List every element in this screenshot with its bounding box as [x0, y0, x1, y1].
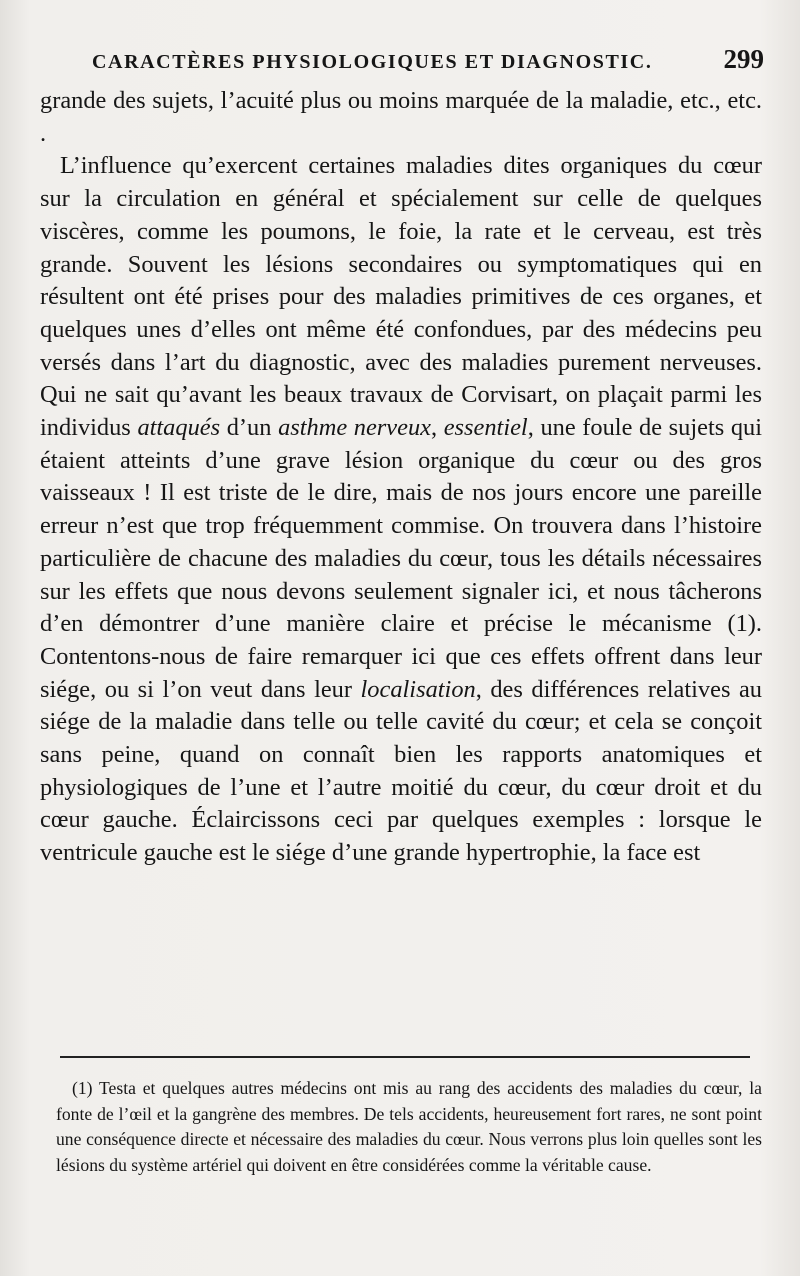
- paragraph-1: grande des sujets, l’acuité plus ou moins marquée de la maladie, etc., etc. .: [40, 87, 762, 147]
- paragraph-2: [40, 150, 762, 869]
- paragraph-2-text-3: ,: [430, 414, 444, 442]
- paragraph-2-italic-1: attaqués: [137, 414, 221, 442]
- paragraph-2-italic-2: asthme nerveux: [278, 414, 431, 442]
- running-title: CARACTÈRES PHYSIOLOGIQUES ET DIAGNOSTIC.: [92, 51, 653, 73]
- paragraph-2-text-4: , une foule de sujets qui étaient atteints d’une grave lésion organique du cœur ou des gros vaisseaux ! Il est triste de le dire, mais de nos jours encore une pareille erreur n’est que trop fréquemment commise. On trouvera dans l’histoire particulière de chacune des maladies du cœur, tous les détails nécessaires sur les effets que nous devons seulement signaler ici, et nous tâcherons d’en démontrer d’une manière claire et précise le mécanisme (1). Contentons-nous de faire remarquer ici que ces effets offrent dans leur siége, ou si l’on veut dans leur: [40, 414, 763, 703]
- paragraph-2-text-2: d’un: [220, 414, 279, 442]
- footnote: [56, 1076, 762, 1178]
- footnote-divider: [60, 1056, 750, 1058]
- paragraph-2-italic-4: localisation: [360, 675, 476, 703]
- paragraph-2-text-5: , des différences relatives au siége de la maladie dans telle ou telle cavité du cœur; et cela se conçoit sans peine, quand on connaît bien les rapports anatomiques et physiologiques de l’une et l’autre moitié du cœur, du cœur droit et du cœur gauche. Éclaircissons ceci par quelques exemples : lorsque le ventricule gauche est le siége d’une grande hypertrophie, la face est: [40, 675, 762, 867]
- body-text: [40, 85, 762, 870]
- footnote-text: (1) Testa et quelques autres médecins ont mis au rang des accidents des maladies du cœur, la fonte de l’œil et la gangrène des membres. De tels accidents, heureusement fort rares, ne sont point une conséquence directe et nécessaire des maladies du cœur. Nous verrons plus loin quelles sont les lésions du système artériel qui doivent en être considérées comme la véritable cause.: [56, 1078, 762, 1175]
- page-number: 299: [723, 44, 764, 74]
- paragraph-2-text-1: L’influence qu’exercent certaines maladies dites organiques du cœur sur la circulation en général et spécialement sur celle de quelques viscères, comme les poumons, le foie, la rate et le cerveau, est très grande. Souvent les lésions secondaires ou symptomatiques qui en résultent ont été prises pour des maladies primitives de ces organes, et quelques unes d’elles ont même été confondues, par des médecins peu versés dans l’art du diagnostic, avec des maladies purement nerveuses. Qui ne sait qu’avant les beaux travaux de Corvisart, on plaçait parmi les individus: [40, 152, 762, 442]
- paragraph-2-italic-3: essentiel: [443, 414, 528, 442]
- page-header: [40, 44, 764, 74]
